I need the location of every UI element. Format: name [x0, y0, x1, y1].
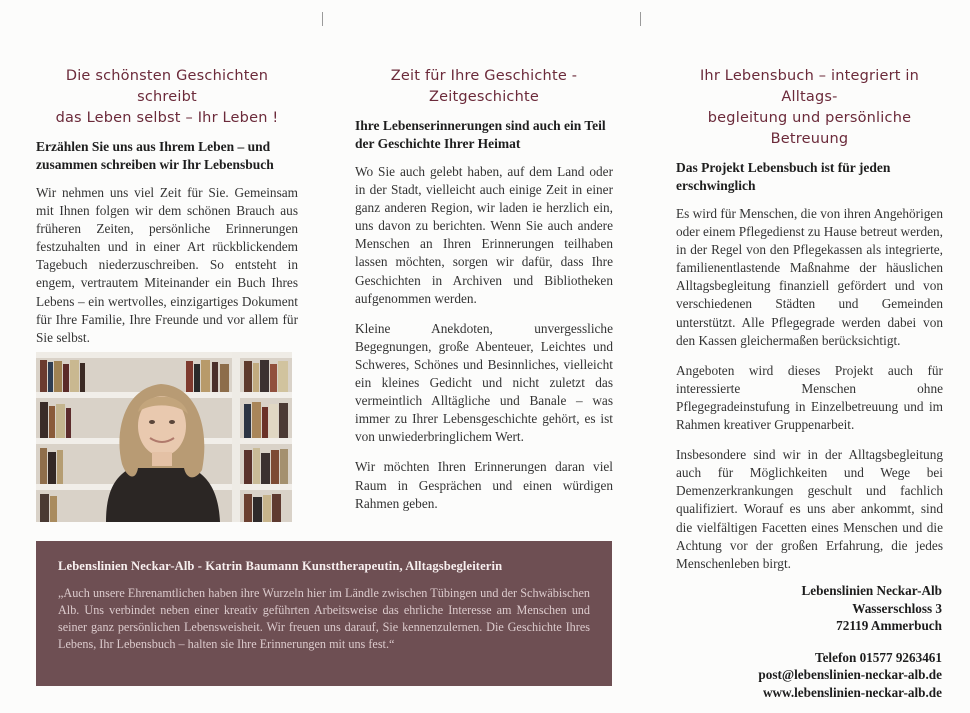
contact-block — [758, 582, 942, 701]
column-3-headline: Ihr Lebensbuch – integriert in Alltags- begleitung und persönliche Betreuung — [699, 68, 920, 147]
column-3-paragraph-2: Angeboten wird dieses Projekt auch für interessierte Menschen ohne Pflegegradeinstufung in Einzelbetreuung und im Rahmen kreativer Gruppenarbeit. — [676, 362, 943, 433]
column-3 — [676, 66, 943, 585]
contact-email[interactable]: post@lebenslinien-neckar-alb.de — [758, 667, 942, 682]
column-1-lead: Erzählen Sie uns aus Ihrem Leben – und zusammen schreiben wir Ihr Lebensbuch — [36, 139, 274, 172]
column-2-lead: Ihre Lebenserinnerungen sind auch ein Teil der Geschichte Ihrer Heimat — [355, 118, 606, 151]
column-3-paragraph-1: Es wird für Menschen, die von ihren Angehörigen oder einem Pflegedienst zu Hause betreut werden, in der Regel von den Pflegekassen als integrierte, familienentlastende Maßnahme der häuslichen Alltagsbegleitung finanziell gefördert und von verschiedenen Städten und Gemeinden unterstützt. Alle Pflegegrade werden dabei von den Kassen gleichermaßen berücksichtigt. — [676, 206, 943, 348]
bookshelf-portrait-image — [36, 352, 292, 522]
banner-title: Lebenslinien Neckar-Alb - Katrin Baumann Kunsttherapeutin, Alltagsbegleiterin — [58, 559, 503, 573]
fold-mark-left — [322, 12, 323, 26]
column-2-paragraph-3: Wir möchten Ihren Erinnerungen daran viel Raum in Gesprächen und einen würdigen Rahmen geben. — [355, 459, 613, 511]
contact-gap — [758, 635, 942, 649]
column-2-paragraph-1: Wo Sie auch gelebt haben, auf dem Land oder in der Stadt, vielleicht auch einige Zeit in einer ganz anderen Region, wir laden ie herzlich ein, uns davon zu berichten. Wenn Sie auch andere Menschen an Ihren Erinnerungen teilhaben lassen möchten, sorgen wir dafür, dass Ihre Geschichten in Archiven und Bibliotheken aufgenommen werden. — [355, 164, 613, 306]
contact-name: Lebenslinien Neckar-Alb — [801, 583, 942, 598]
column-2-paragraph-2: Kleine Anekdoten, unvergessliche Begegnungen, große Abenteuer, Leichtes und Schweres, Schönes und Besinnliches, vielleicht ein kleines Gedicht und nicht zuletzt das vermeintlich Alltägliche und Banale – was immer zu Ihrer Lebensgeschichte gehört, es ist von unwiederbringlichem Wert. — [355, 320, 613, 445]
column-2 — [355, 66, 613, 525]
portrait-photo — [36, 352, 292, 522]
contact-phone: Telefon 01577 9263461 — [815, 649, 942, 665]
column-3-lead: Das Projekt Lebensbuch ist für jeden erschwinglich — [676, 160, 891, 193]
banner-quote: „Auch unsere Ehrenamtlichen haben ihre Wurzeln hier im Ländle zwischen Tübingen und der Schwäbischen Alb. Uns verbindet neben einer kreativ geführten Arbeitsweise das ehrliche Interesse am Menschen und seiner ganz persönlichen Lebensweisheit. Wir freuen uns darauf, Sie kennenzulernen. Die Geschichte Ihres Lebens, Ihr Lebensbuch – halten sie Ihre Erinnerungen mit uns fest.“ — [58, 586, 590, 651]
contact-street: Wasserschloss 3 — [852, 600, 942, 616]
quote-banner — [36, 541, 612, 686]
contact-website[interactable]: www.lebenslinien-neckar-alb.de — [762, 684, 942, 700]
column-1-paragraph: Wir nehmen uns viel Zeit für Sie. Gemeinsam mit Ihnen folgen wir dem schönen Brauch aus früheren Zeiten, persönliche Erinnerungen festzuhalten und in einer Art rückblickendem Tagebuch niederzuschreiben. So entsteht in engem, vertrautem Miteinander ein Buch Ihres Lebens – ein wertvolles, einzigartiges Dokument für Ihre Familie, Ihre Freunde und vor allem für Sie selbst. — [36, 185, 298, 345]
column-2-headline: Zeit für Ihre Geschichte - Zeitgeschichte — [390, 68, 578, 105]
column-1-headline: Die schönsten Geschichten schreibt das Leben selbst – Ihr Leben ! — [55, 68, 279, 126]
fold-mark-right — [640, 12, 641, 26]
column-3-paragraph-3: Insbesondere sind wir in der Alltagsbegleitung auch für Möglichkeiten und Wege bei Demenzerkrankungen geschult und fachlich qualifiziert. Worauf es uns aber ankommt, sind die vielfältigen Facetten eines Menschen und die Achtung vor der großen Erfahrung, die jedes Menschenleben birgt. — [676, 447, 943, 571]
contact-city: 72119 Ammerbuch — [836, 618, 942, 633]
column-1 — [36, 66, 298, 359]
